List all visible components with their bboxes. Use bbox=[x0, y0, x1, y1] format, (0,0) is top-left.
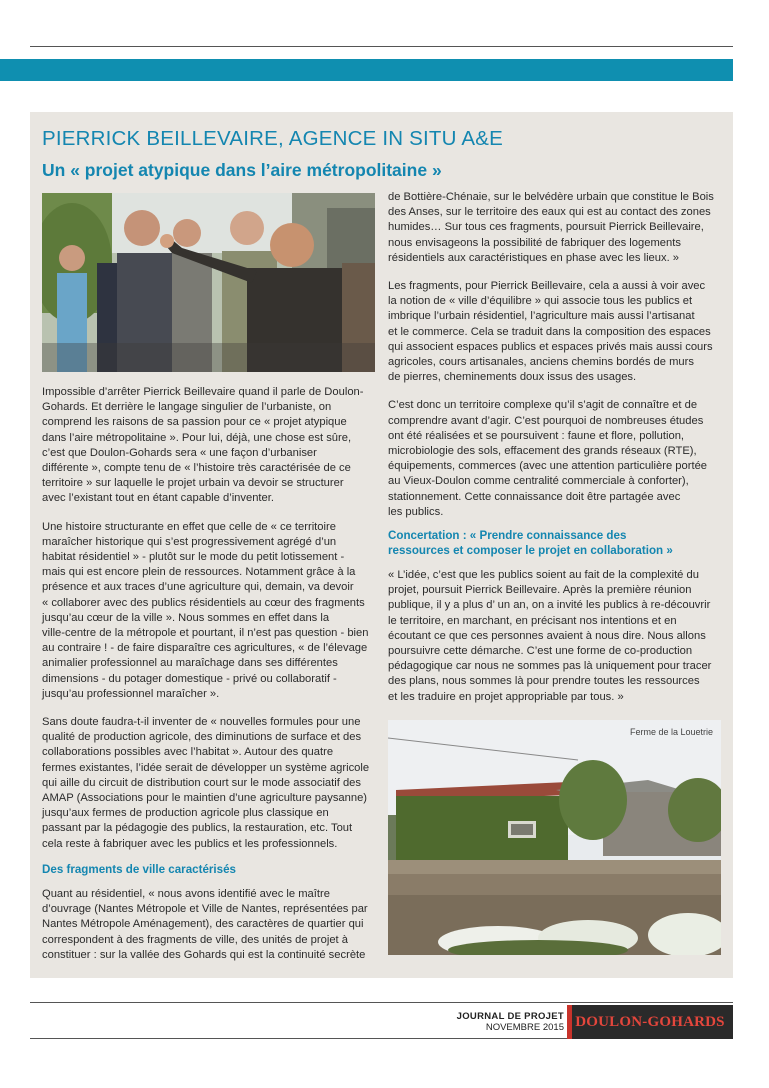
text-line: passant par la pédagogie des publics, la restauration, etc. Tout bbox=[42, 822, 353, 835]
text-line: constituer : sur la vallée des Gohards qui est la continuité secrète bbox=[42, 948, 366, 961]
text-line: correspondent à des fragments de ville, des unités de projet à bbox=[42, 933, 348, 946]
article-title: PIERRICK BEILLEVAIRE, AGENCE IN SITU A&E bbox=[42, 127, 504, 150]
text-line: cela reste à fabriquer avec les publics et les professionnels. bbox=[42, 837, 338, 850]
text-line: dans l’aire métropolitaine ». Pour lui, déjà, une chose est sûre, bbox=[42, 431, 352, 444]
text-line: Gohards. Et derrière le langage singulier de l’urbaniste, on bbox=[42, 401, 332, 414]
text-line: au Vieux-Doulon comme centralité commerciale à conforter), bbox=[388, 475, 689, 488]
text-line: territoire » sur laquelle le projet urbain va devoir se structurer bbox=[42, 477, 344, 490]
text-line: au contraire ! - de faire disparaître ces agricultures, « de l’élevage bbox=[42, 642, 368, 655]
text-line: poursuivre cette démarche. C’est une forme de co-production bbox=[388, 645, 693, 658]
section-heading bbox=[388, 528, 721, 558]
text-line: « collaborer avec des publics résidentiels au cœur des fragments bbox=[42, 596, 365, 609]
text-line: avec l’existant tout en étant capable d’inventer. bbox=[42, 492, 274, 505]
text-line: maraîcher historique qui s’est progressivement agrégé d’un bbox=[42, 535, 337, 548]
text-line: Les fragments, pour Pierrick Beillevaire, cela a aussi à voir avec bbox=[388, 280, 706, 293]
text-line: qui aille du circuit de distribution court sur le mode associatif des bbox=[42, 776, 362, 789]
left-paragraph-2 bbox=[42, 520, 375, 702]
header-color-band bbox=[0, 59, 733, 81]
text-line: projet, poursuit Pierrick Beillevaire. Après la première réunion bbox=[388, 584, 692, 597]
text-line: C’est donc un territoire complexe qu’il s’agit de connaître et de bbox=[388, 399, 698, 412]
text-line: de Bottière-Chénaie, sur le belvédère urbain que constitue le Bois bbox=[388, 191, 714, 203]
text-line: d’ouvrage (Nantes Métropole et Ville de Nantes, représentées par bbox=[42, 903, 368, 916]
text-line: imbrique l’urbain résidentiel, l’agriculture mais aussi l’artisanat bbox=[388, 310, 695, 323]
text-line: AMAP (Associations pour le maintien d’une agriculture paysanne) bbox=[42, 792, 368, 805]
text-line: comprendre avant d’agir. C’est pourquoi de nombreuses études bbox=[388, 414, 704, 427]
heading-line: Concertation : « Prendre connaissance des bbox=[388, 529, 627, 542]
right-column bbox=[388, 190, 721, 533]
text-line: humides… Sur tous ces fragments, poursuit Pierrick Beillevaire, bbox=[388, 221, 704, 234]
text-line: Nantes Métropole Aménagement), des caractères de quartier qui bbox=[42, 918, 364, 931]
text-line: dimensions - du potager domestique - privé ou collaboratif - bbox=[42, 672, 337, 685]
brand-accent-bar bbox=[567, 1005, 572, 1039]
text-line: résidentiels aux caractéristiques en phase avec les lieux. » bbox=[388, 251, 680, 264]
text-line: différente », compte tenu de « l’histoire très caractérisée de ce bbox=[42, 462, 351, 475]
right-paragraph-2 bbox=[388, 279, 721, 385]
text-line: Quant au résidentiel, « nous avons identifié avec le maître bbox=[42, 888, 330, 900]
right-paragraph-3 bbox=[388, 398, 721, 520]
text-line: des plans, nous sommes là pour prendre toutes les ressources bbox=[388, 675, 700, 688]
text-line: fermes existantes, l’idée serait de développer un système agricole bbox=[42, 761, 370, 774]
text-line: habitat résidentiel » - plutôt sur le mode du petit lotissement - bbox=[42, 551, 345, 564]
text-line: et les traduire en projet appropriable par tous. » bbox=[388, 690, 624, 703]
text-line: qualité de production agricole, des diminutions de surface et des bbox=[42, 731, 362, 744]
text-line: stationnement. Cette connaissance doit être partagée avec bbox=[388, 490, 681, 503]
meeting-photo bbox=[42, 193, 375, 372]
footer-journal-info bbox=[457, 1011, 564, 1033]
left-paragraph-1 bbox=[42, 385, 375, 507]
text-line: présence et aux traces d’une agriculture qui, demain, va devoir bbox=[42, 581, 354, 594]
text-line: des Anses, sur le territoire des eaux qui est au contact des zones bbox=[388, 206, 711, 219]
text-line: jusqu’au cœur de la ville ». Nous sommes en effet dans la bbox=[42, 611, 330, 624]
text-line: le territoire, en marchant, en précisant nos intentions et en bbox=[388, 614, 677, 627]
text-line: microbiologie des sols, effacement des grands réseaux (RTE), bbox=[388, 445, 697, 458]
text-line: les publics. bbox=[388, 505, 444, 518]
right-column-section bbox=[388, 528, 721, 718]
brand-name: DOULON-GOHARDS bbox=[575, 1013, 725, 1030]
text-line: écoutant ce que ces personnes avaient à nous dire. Nous allons bbox=[388, 629, 706, 642]
text-line: équipements, commerces (avec une attention particulière portée bbox=[388, 460, 708, 473]
text-line: jusqu’au professionnel maraîcher ». bbox=[42, 687, 220, 700]
farm-photo-caption: Ferme de la Louetrie bbox=[629, 727, 713, 737]
footer-rule-top bbox=[30, 1002, 733, 1003]
right-paragraph-4 bbox=[388, 568, 721, 705]
section-heading: Des fragments de ville caractérisés bbox=[42, 863, 236, 876]
text-line: qui associent espaces publics et espaces privés mais aussi cours bbox=[388, 340, 713, 353]
text-line: et le commerce. Cela se traduit dans la composition des espaces bbox=[388, 325, 711, 338]
left-paragraph-4 bbox=[42, 887, 375, 963]
text-line: ont été réalisées et se poursuivent : faune et flore, pollution, bbox=[388, 429, 685, 442]
text-line: ville-centre de la métropole et pourtant, il n’est pas question - bien bbox=[42, 627, 369, 640]
text-line: Impossible d’arrêter Pierrick Beillevaire quand il parle de Doulon- bbox=[42, 386, 364, 398]
text-line: la notion de « ville d’équilibre » qui associe tous les publics et bbox=[388, 295, 693, 308]
left-paragraph-3 bbox=[42, 715, 375, 852]
farm-photo bbox=[388, 720, 721, 955]
text-line: de pierres, cheminements doux issus des usages. bbox=[388, 371, 637, 384]
text-line: collaborations possibles avec l’habitat ». Autour des quatre bbox=[42, 746, 334, 759]
text-line: animalier professionnel au maraîchage dans ses différentes bbox=[42, 657, 338, 670]
text-line: publique, il y a plus d’ un an, on a invité les publics à re-découvrir bbox=[388, 599, 711, 612]
text-line: pédagogique car nous ne sommes pas là uniquement pour tracer bbox=[388, 660, 712, 673]
brand-logo bbox=[567, 1005, 733, 1039]
text-line: Sans doute faudra-t-il inventer de « nouvelles formules pour une bbox=[42, 716, 361, 729]
journal-name: JOURNAL DE PROJET bbox=[456, 1011, 564, 1022]
right-paragraph-1 bbox=[388, 190, 721, 266]
text-line: agricoles, cours artisanales, anciens chemins bordés de murs bbox=[388, 356, 694, 369]
text-line: nous envisageons la possibilité de fabriquer des logements bbox=[388, 236, 681, 249]
text-line: mais qui est encore plein de ressources. Notamment grâce à la bbox=[42, 566, 356, 579]
text-line: comprend les raisons de sa passion pour ce « projet atypique bbox=[42, 416, 347, 429]
text-line: jusqu’aux fermes de production agricole plus classique en bbox=[42, 807, 329, 820]
left-column bbox=[42, 385, 375, 865]
text-line: Une histoire structurante en effet que celle de « ce territoire bbox=[42, 520, 336, 533]
left-column-section bbox=[42, 862, 375, 976]
journal-date: NOVEMBRE 2015 bbox=[485, 1022, 564, 1033]
heading-line: ressources et composer le projet en collaboration » bbox=[388, 544, 673, 557]
article-subtitle: Un « projet atypique dans l’aire métropolitaine » bbox=[42, 160, 442, 180]
text-line: c’est que Doulon-Gohards sera « une façon d’urbaniser bbox=[42, 446, 317, 459]
top-rule bbox=[30, 46, 733, 47]
text-line: « L’idée, c’est que les publics soient au fait de la complexité du bbox=[388, 569, 699, 581]
